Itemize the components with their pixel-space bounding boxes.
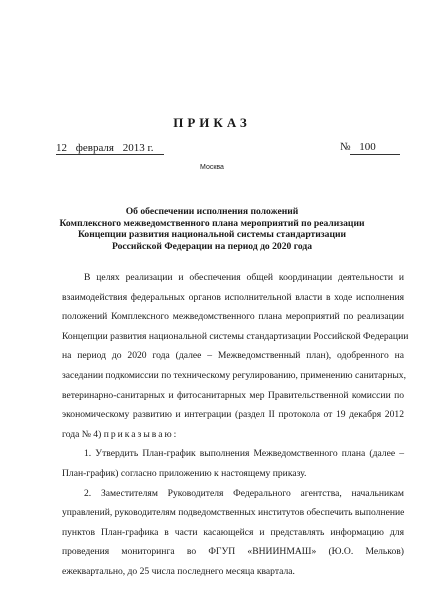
order-date-year: 2013 г. [122,142,154,154]
item-2-line: управлений, руководителям подведомственных институтов обеспечить выполнение [62,507,405,519]
number-sign: № [340,141,351,153]
body-line: ветеринарно-санитарных и фитосанитарных мер Правительственной комиссии по [62,389,404,401]
body-line [62,425,404,445]
body-line: В целях реализации и обеспечения общей координации деятельности и [84,272,404,283]
subject-line: Концепции развития национальной системы стандартизации [77,229,347,240]
order-number [340,141,376,153]
body-line: экономическому развитию и интеграции (раздел II протокола от 19 декабря 2012 [62,409,404,421]
number-underline [350,154,400,155]
order-word: приказываю: [103,428,179,440]
body-line: Концепции развития национальной системы стандартизации Российской Федерации [62,330,409,342]
order-subject [0,206,424,252]
body-line: положений Комплексного межведомственного плана мероприятий по реализации [62,311,404,323]
order-date [56,142,160,154]
item-2-line: проведения мониторинга во ФГУП «ВНИИНМАШ» (Ю.О. Мельков) [62,546,404,558]
date-underline [56,154,164,155]
subject-line: Комплексного межведомственного плана мероприятий по реализации [59,217,365,229]
body-line: взаимодействия федеральных органов исполнительной власти в ходе исполнения [62,291,404,303]
body-line: заседании подкомиссии по техническому регулированию, применению санитарных, [62,369,406,381]
item-2-line: 2. Заместителям Руководителя Федерального агентства, начальникам [84,487,404,499]
item-2-line: ежеквартально, до 25 числа последнего месяца квартала. [62,565,295,577]
body-line: на период до 2020 года (далее – Межведомственный план), одобренного на [62,350,404,362]
body-line-text: года № 4) [62,428,102,440]
order-city: Москва [200,164,224,171]
subject-line: Об обеспечении исполнения положений [125,206,299,217]
order-date-month: февраля [75,142,114,154]
order-number-value: 100 [359,141,376,153]
order-date-day: 12 [56,142,67,154]
subject-line: Российской Федерации на период до 2020 года [111,240,313,252]
item-1-line: План-график) согласно приложению к настоящему приказу. [62,467,307,479]
item-2-line: пунктов План-графика в части касающейся и представлять информацию для [62,526,404,538]
order-body [62,268,409,582]
item-1-line: 1. Утвердить План-график выполнения Межведомственного плана (далее – [84,448,404,460]
order-title: ПРИКАЗ [173,115,251,130]
